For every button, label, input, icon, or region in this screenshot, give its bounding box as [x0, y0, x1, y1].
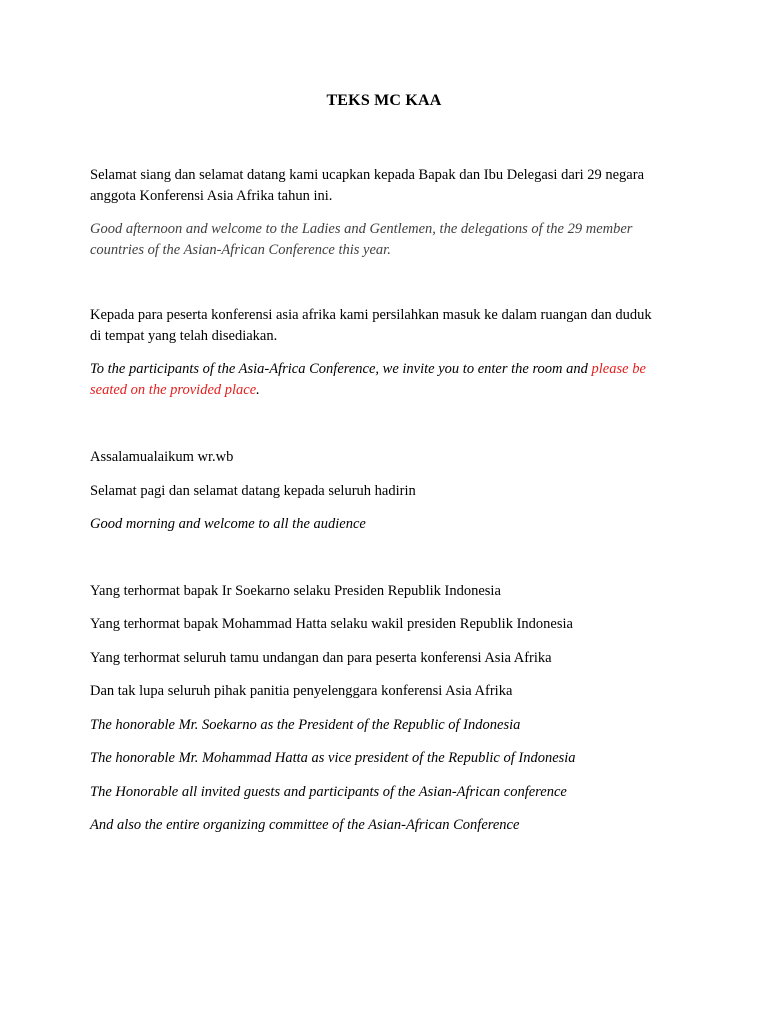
- seating-en-period: .: [256, 382, 260, 398]
- honor-hatta-en: The honorable Mr. Mohammad Hatta as vice president of the Republic of Indonesia: [90, 750, 576, 766]
- seating-en-line-2: [90, 380, 690, 401]
- greeting-salam: Assalamualaikum wr.wb: [90, 449, 234, 465]
- honor-committee-id: Dan tak lupa seluruh pihak panitia penyelenggara konferensi Asia Afrika: [90, 683, 513, 699]
- welcome-en-line-2: countries of the Asian-African Conference this year.: [90, 242, 391, 258]
- honor-committee-en: And also the entire organizing committee of the Asian-African Conference: [90, 817, 520, 833]
- honor-guests-id: Yang terhormat seluruh tamu undangan dan para peserta konferensi Asia Afrika: [90, 650, 552, 666]
- greeting-morning-en: Good morning and welcome to all the audience: [90, 516, 366, 532]
- honor-hatta-id: Yang terhormat bapak Mohammad Hatta selaku wakil presiden Republik Indonesia: [90, 616, 573, 632]
- seating-paragraph-id: [90, 305, 690, 347]
- seating-en-text: To the participants of the Asia-Africa Conference, we invite you to enter the room and: [90, 361, 592, 377]
- honor-soekarno-id: Yang terhormat bapak Ir Soekarno selaku Presiden Republik Indonesia: [90, 583, 501, 599]
- seating-id-line-1: Kepada para peserta konferensi asia afrika kami persilahkan masuk ke dalam ruangan dan duduk: [90, 307, 652, 323]
- welcome-id-line-2: anggota Konferensi Asia Afrika tahun ini.: [90, 188, 333, 204]
- honor-soekarno-en: The honorable Mr. Soekarno as the President of the Republic of Indonesia: [90, 717, 521, 733]
- seating-en-highlight-2: seated on the provided place: [90, 382, 257, 398]
- welcome-id-line-1: Selamat siang dan selamat datang kami ucapkan kepada Bapak dan Ibu Delegasi dari 29 negara: [90, 167, 645, 183]
- seating-en-highlight-1: please be: [591, 361, 646, 377]
- welcome-en-line-1: Good afternoon and welcome to the Ladies and Gentlemen, the delegations of the 29 member: [90, 221, 633, 237]
- document-title: TEKS MC KAA: [326, 92, 442, 109]
- greeting-morning-id: Selamat pagi dan selamat datang kepada seluruh hadirin: [90, 483, 416, 499]
- honor-guests-en: The Honorable all invited guests and participants of the Asian-African conference: [90, 784, 567, 800]
- seating-id-line-2: di tempat yang telah disediakan.: [90, 328, 278, 344]
- welcome-paragraph-en: [90, 219, 690, 261]
- seating-paragraph-en: [90, 359, 690, 401]
- welcome-paragraph-id: [90, 165, 690, 207]
- seating-en-line-1: [90, 359, 690, 380]
